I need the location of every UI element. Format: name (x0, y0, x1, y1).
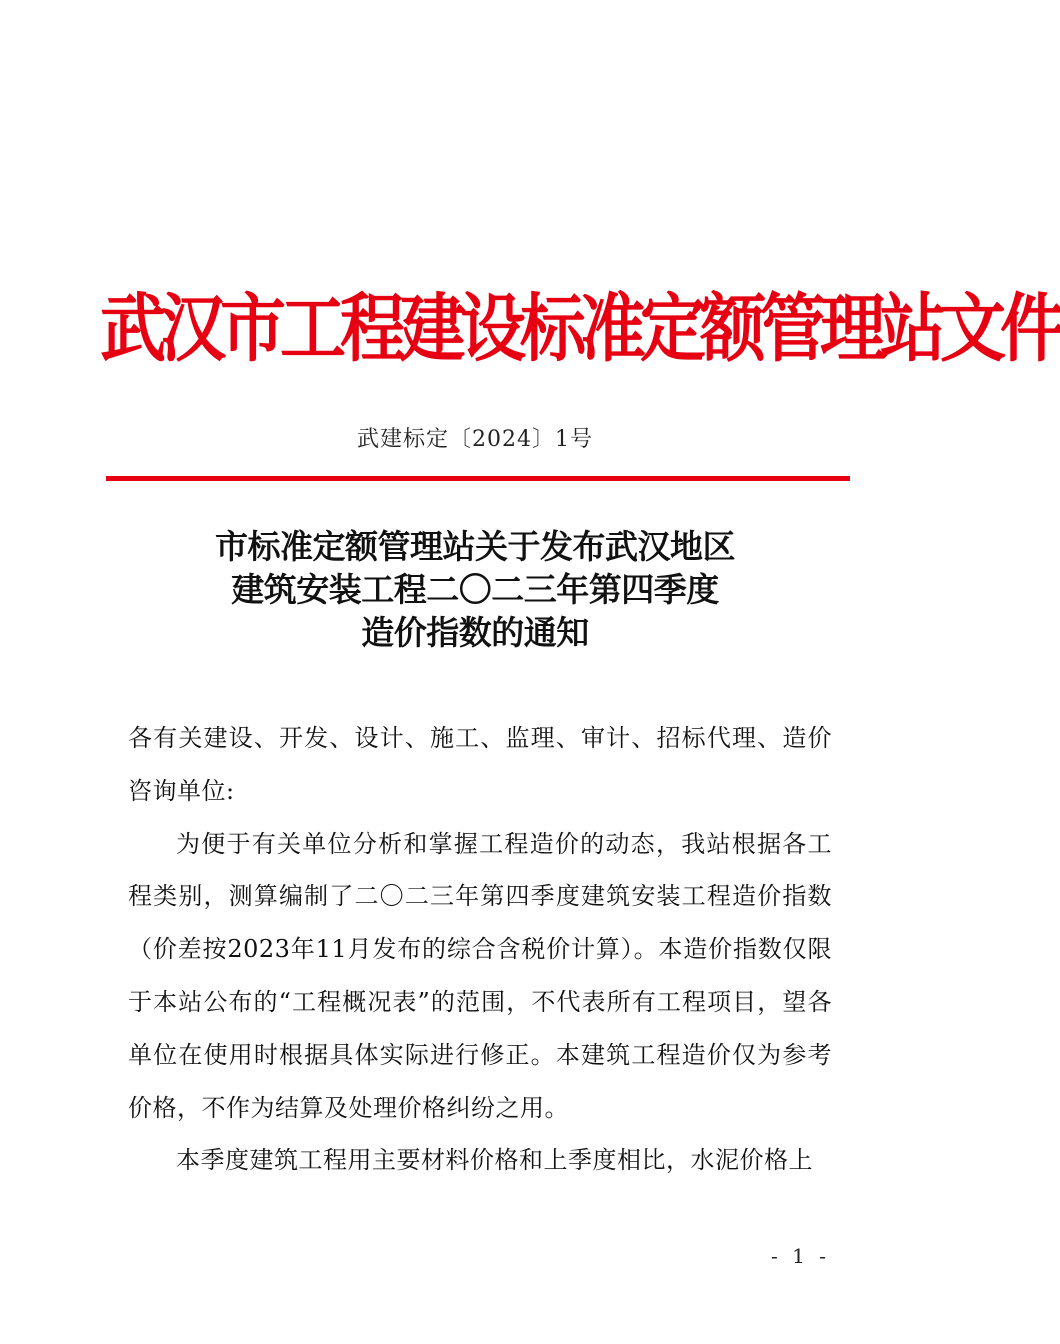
body-paragraph: 本季度建筑工程用主要材料价格和上季度相比，水泥价格上 (176, 1146, 813, 1175)
notice-body (128, 712, 832, 1187)
notice-title-line-3: 造价指数的通知 (361, 613, 589, 652)
red-divider-line (106, 476, 850, 481)
salutation: 各有关建设、开发、设计、施工、监理、审计、招标代理、造价咨询单位: (128, 724, 832, 805)
document-number: 武建标定〔2024〕1号 (357, 427, 593, 452)
notice-title-line-2: 建筑安装工程二〇二三年第四季度 (231, 570, 719, 609)
body-paragraph: 为便于有关单位分析和掌握工程造价的动态，我站根据各工程类别，测算编制了二〇二三年第四季度建筑安装工程造价指数（价差按2023年11月发布的综合含税价计算）。本造价指数仅限于本站公布的“工程概况表”的范围，不代表所有工程项目，望各单位在使用时根据具体实际进行修正。本建筑工程造价仅为参考价格，不作为结算及处理价格纠纷之用。 (128, 829, 832, 1122)
notice-title-line-1: 市标准定额管理站关于发布武汉地区 (215, 527, 735, 566)
page-number: - 1 - (771, 1244, 830, 1268)
notice-title (0, 525, 950, 654)
agency-header-title: 武汉市工程建设标准定额管理站文件 (100, 284, 1060, 372)
